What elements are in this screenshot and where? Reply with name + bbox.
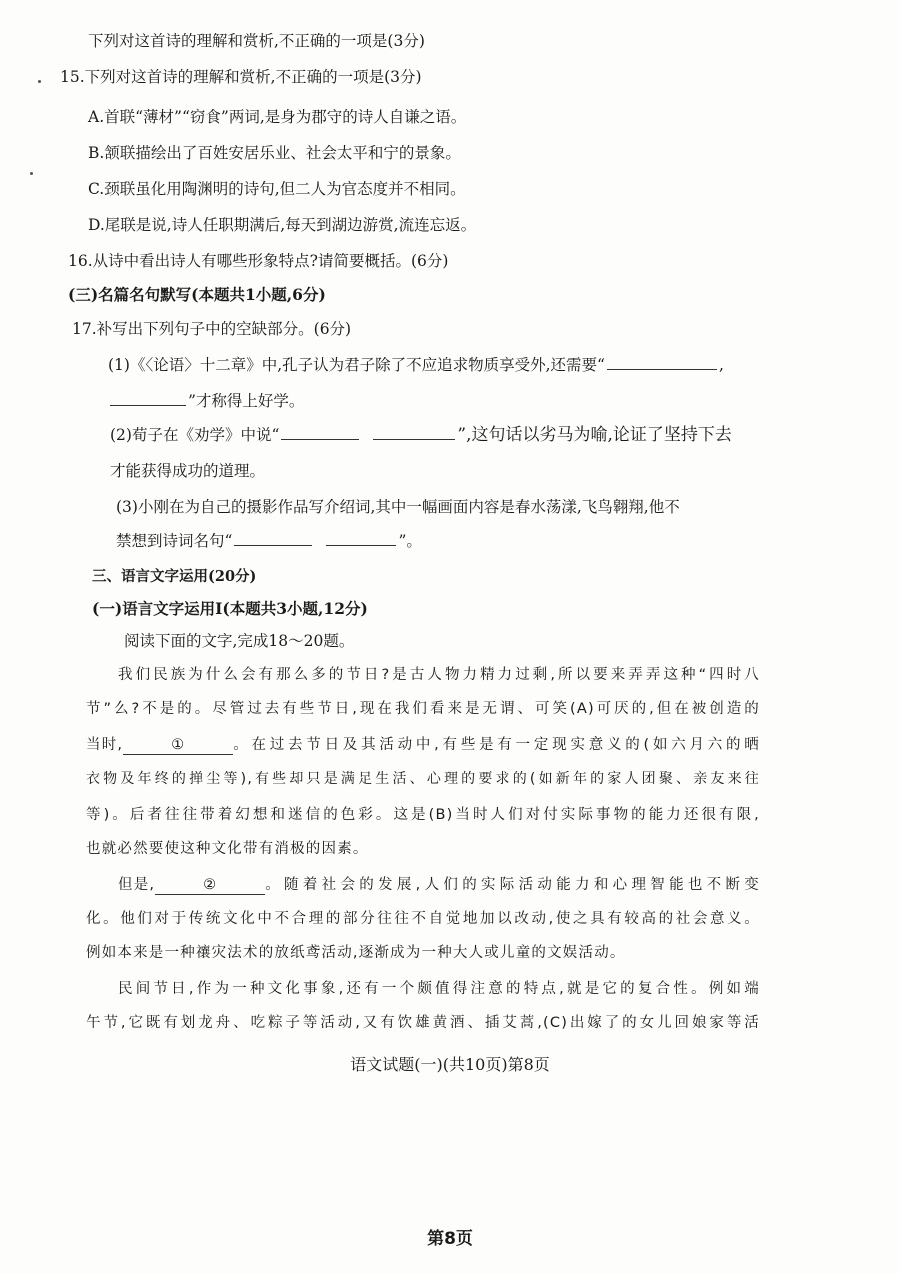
q17-part3-line1: (3)小刚在为自己的摄影作品写介绍词,其中一幅画面内容是春水荡漾,飞鸟翱翔,他不 <box>116 498 680 516</box>
passage-text: 。随着社会的发展,人们的实际活动能力和心理智能也不断变 <box>265 877 760 893</box>
answer-blank[interactable] <box>234 531 312 546</box>
passage-line: 我们民族为什么会有那么多的节日?是古人物力精力过剩,所以要来弄弄这种“四时八 <box>118 667 760 683</box>
answer-blank[interactable] <box>373 425 455 440</box>
q16-question: 16.从诗中看出诗人有哪些形象特点?请简要概括。(6分) <box>68 252 449 270</box>
passage-line-blank1 <box>86 734 760 756</box>
answer-blank[interactable] <box>110 391 186 406</box>
q17-part2-text: (2)荀子在《劝学》中说“ <box>110 426 280 444</box>
blank-1-marker: ① <box>171 737 186 753</box>
passage-line: 午节,它既有划龙舟、吃粽子等活动,又有饮雄黄酒、插艾蒿,(C)出嫁了的女儿回娘家等活 <box>86 1015 760 1031</box>
q17-stem: 17.补写出下列句子中的空缺部分。(6分) <box>72 320 352 338</box>
q15-option-c: C.颈联虽化用陶渊明的诗句,但二人为官态度并不相同。 <box>88 180 466 198</box>
answer-blank[interactable] <box>326 531 396 546</box>
q17-part1-end-quote: , <box>719 356 724 374</box>
q15-option-a: A.首联“薄材”“窃食”两词,是身为郡守的诗人自谦之语。 <box>88 108 467 126</box>
passage-text: 但是, <box>118 877 156 893</box>
q15-header-line: 下列对这首诗的理解和赏析,不正确的一项是(3分) <box>88 32 425 50</box>
passage-line: 衣物及年终的掸尘等),有些却只是满足生活、心理的要求的(如新年的家人团聚、亲友来往 <box>86 771 760 787</box>
answer-blank[interactable] <box>607 355 717 370</box>
page-footer: 语文试题(一)(共10页)第8页 <box>350 1055 550 1074</box>
q17-part1-line1 <box>108 354 724 376</box>
reading-instruction: 阅读下面的文字,完成18～20题。 <box>124 632 355 650</box>
page-number: 第8页 <box>427 1229 473 1249</box>
answer-blank[interactable] <box>281 425 359 440</box>
q17-part1-tail: ”才称得上好学。 <box>188 392 305 410</box>
q17-part1-text: (1)《〈论语〉十二章》中,孔子认为君子除了不应追求物质享受外,还需要“ <box>108 356 605 374</box>
q17-part2-tail: ”,这句话以劣马为喻,论证了坚持下去 <box>457 425 732 445</box>
q15-option-d: D.尾联是说,诗人任职期满后,每天到湖边游赏,流连忘返。 <box>88 216 477 234</box>
passage-line: 化。他们对于传统文化中不合理的部分往往不自觉地加以改动,使之具有较高的社会意义。 <box>86 911 760 927</box>
passage-line-blank2 <box>118 874 760 896</box>
passage-line: 也就必然要使这种文化带有消极的因素。 <box>86 841 369 857</box>
section-heading: 三、语言文字运用(20分) <box>92 568 257 585</box>
passage-text: 当时, <box>86 737 124 753</box>
section-3-subheading: (三)名篇名句默写(本题共1小题,6分) <box>68 285 326 304</box>
q17-part3-tail: ”。 <box>398 532 422 550</box>
q17-part2-line1 <box>110 424 732 446</box>
passage-text: 。在过去节日及其活动中,有些是有一定现实意义的(如六月六的晒 <box>233 737 760 753</box>
passage-line: 例如本来是一种禳灾法术的放纸鸢活动,逐渐成为一种大人或儿童的文娱活动。 <box>86 945 626 961</box>
passage-line: 民间节日,作为一种文化事象,还有一个颇值得注意的特点,就是它的复合性。例如端 <box>118 981 760 997</box>
scan-speck <box>30 172 33 175</box>
q17-part3-line2 <box>116 530 422 552</box>
blank-2-marker: ② <box>203 877 218 893</box>
subsection-heading: (一)语言文字运用Ⅰ(本题共3小题,12分) <box>92 599 368 618</box>
blank-1[interactable] <box>123 734 233 755</box>
passage-line: 节”么?不是的。尽管过去有些节日,现在我们看来是无谓、可笑(A)可厌的,但在被创造的 <box>86 701 760 717</box>
q17-part2-line2: 才能获得成功的道理。 <box>110 462 266 480</box>
q17-part3-text: 禁想到诗词名句“ <box>116 532 233 550</box>
q15-option-b: B.颔联描绘出了百姓安居乐业、社会太平和宁的景象。 <box>88 144 461 162</box>
blank-2[interactable] <box>155 874 265 895</box>
q17-part1-line2 <box>108 390 304 412</box>
q15-stem: 15.下列对这首诗的理解和赏析,不正确的一项是(3分) <box>60 68 422 86</box>
scan-speck <box>38 80 41 83</box>
passage-line: 等)。后者往往带着幻想和迷信的色彩。这是(B)当时人们对付实际事物的能力还很有限, <box>86 807 760 823</box>
